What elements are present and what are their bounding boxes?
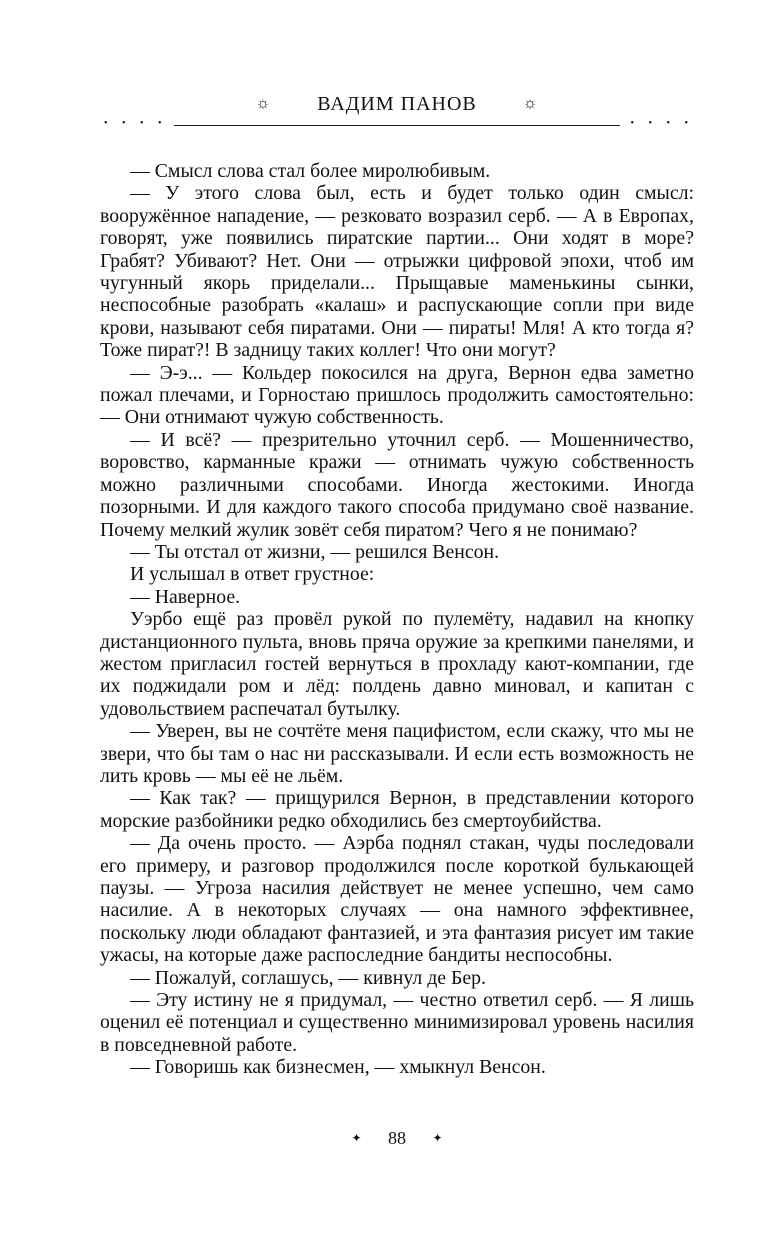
paragraph: — Смысл слова стал более миролюбивым. [130,160,491,182]
paragraph: — Да очень просто. — Аэрба поднял стакан, чуды последовали его примеру, и разговор продолжился после короткой булькающей паузы. — Угроза насилия действует не менее успешно, чем само насилие. А в некоторых случаях — она намного эффективнее, поскольку люди обладают фантазией, и эта фантазия рисует им такие ужасы, на которые даже распоследние бандиты неспособны. [100,832,694,967]
dot-ornament-left-icon: • • • • [104,118,168,129]
body-text [100,160,694,1079]
paragraph: — Пожалуй, соглашусь, — кивнул де Бер. [130,966,486,989]
page-footer [100,1127,694,1149]
paragraph: — Эту истину не я придумал, — честно ответил серб. — Я лишь оценил её потенциал и существенно минимизировал уровень насилия в повседневной работе. [100,989,694,1056]
diamond-ornament-icon: ✦ [351,1131,362,1145]
paragraph: — Как так? — прищурился Вернон, в представлении которого морские разбойники редко обходились без смертоубийства. [100,787,694,832]
dot-ornament-right-icon: • • • • [630,118,694,129]
running-header [100,92,694,132]
paragraph: — Ты отстал от жизни, — решился Венсон. [130,540,500,563]
author-name: ВАДИМ ПАНОВ [317,93,477,115]
header-title-row [100,92,694,116]
paragraph: — Наверное. [130,585,241,608]
paragraph: И услышал в ответ грустное: [130,563,375,586]
header-rule [174,125,620,126]
paragraph: — У этого слова был, есть и будет только один смысл: вооружённое нападение, — резковато возразил серб. — А в Европах, говорят, уже появились пиратские партии... Они ходят в море? Грабят? Убивают? Нет. Они — отрыжки цифровой эпохи, чтоб им чугунный якорь приделали... Прыщавые маменькины сынки, неспособные разобрать «калаш» и распускающие сопли при виде крови, называют себя пиратами. Они — пираты! Мля! А кто тогда я? Тоже пират?! В задницу таких коллег! Что они могут? [100,182,694,362]
page-number: 88 [388,1128,406,1148]
paragraph: — Уверен, вы не сочтёте меня пацифистом, если скажу, что мы не звери, что бы там о нас ни рассказывали. И если есть возможность не лить кровь — мы её не льём. [100,720,694,787]
paragraph: — Э-э... — Кольдер покосился на друга, Вернон едва заметно пожал плечами, и Горностаю пришлось продолжить самостоятельно: — Они отнимают чужую собственность. [100,361,694,429]
paragraph: Уэрбо ещё раз провёл рукой по пулемёту, надавил на кнопку дистанционного пульта, вновь пряча оружие за крепкими панелями, и жестом пригласил гостей вернуться в прохладу кают-компании, где их поджидали ром и лёд: полдень давно миновал, и капитан с удовольствием распечатал бутылку. [100,608,694,720]
sun-ornament-icon: ☼ [255,95,272,112]
paragraph: — Говоришь как бизнесмен, — хмыкнул Венсон. [130,1056,546,1079]
sun-ornament-icon: ☼ [522,95,539,112]
diamond-ornament-icon: ✦ [432,1131,443,1145]
paragraph: — И всё? — презрительно уточнил серб. — Мошенничество, воровство, карманные кражи — отнимать чужую собственность можно различными способами. Иногда жестокими. Иногда позорными. И для каждого такого способа придумано своё название. Почему мелкий жулик зовёт себя пиратом? Чего я не понимаю? [100,428,694,541]
